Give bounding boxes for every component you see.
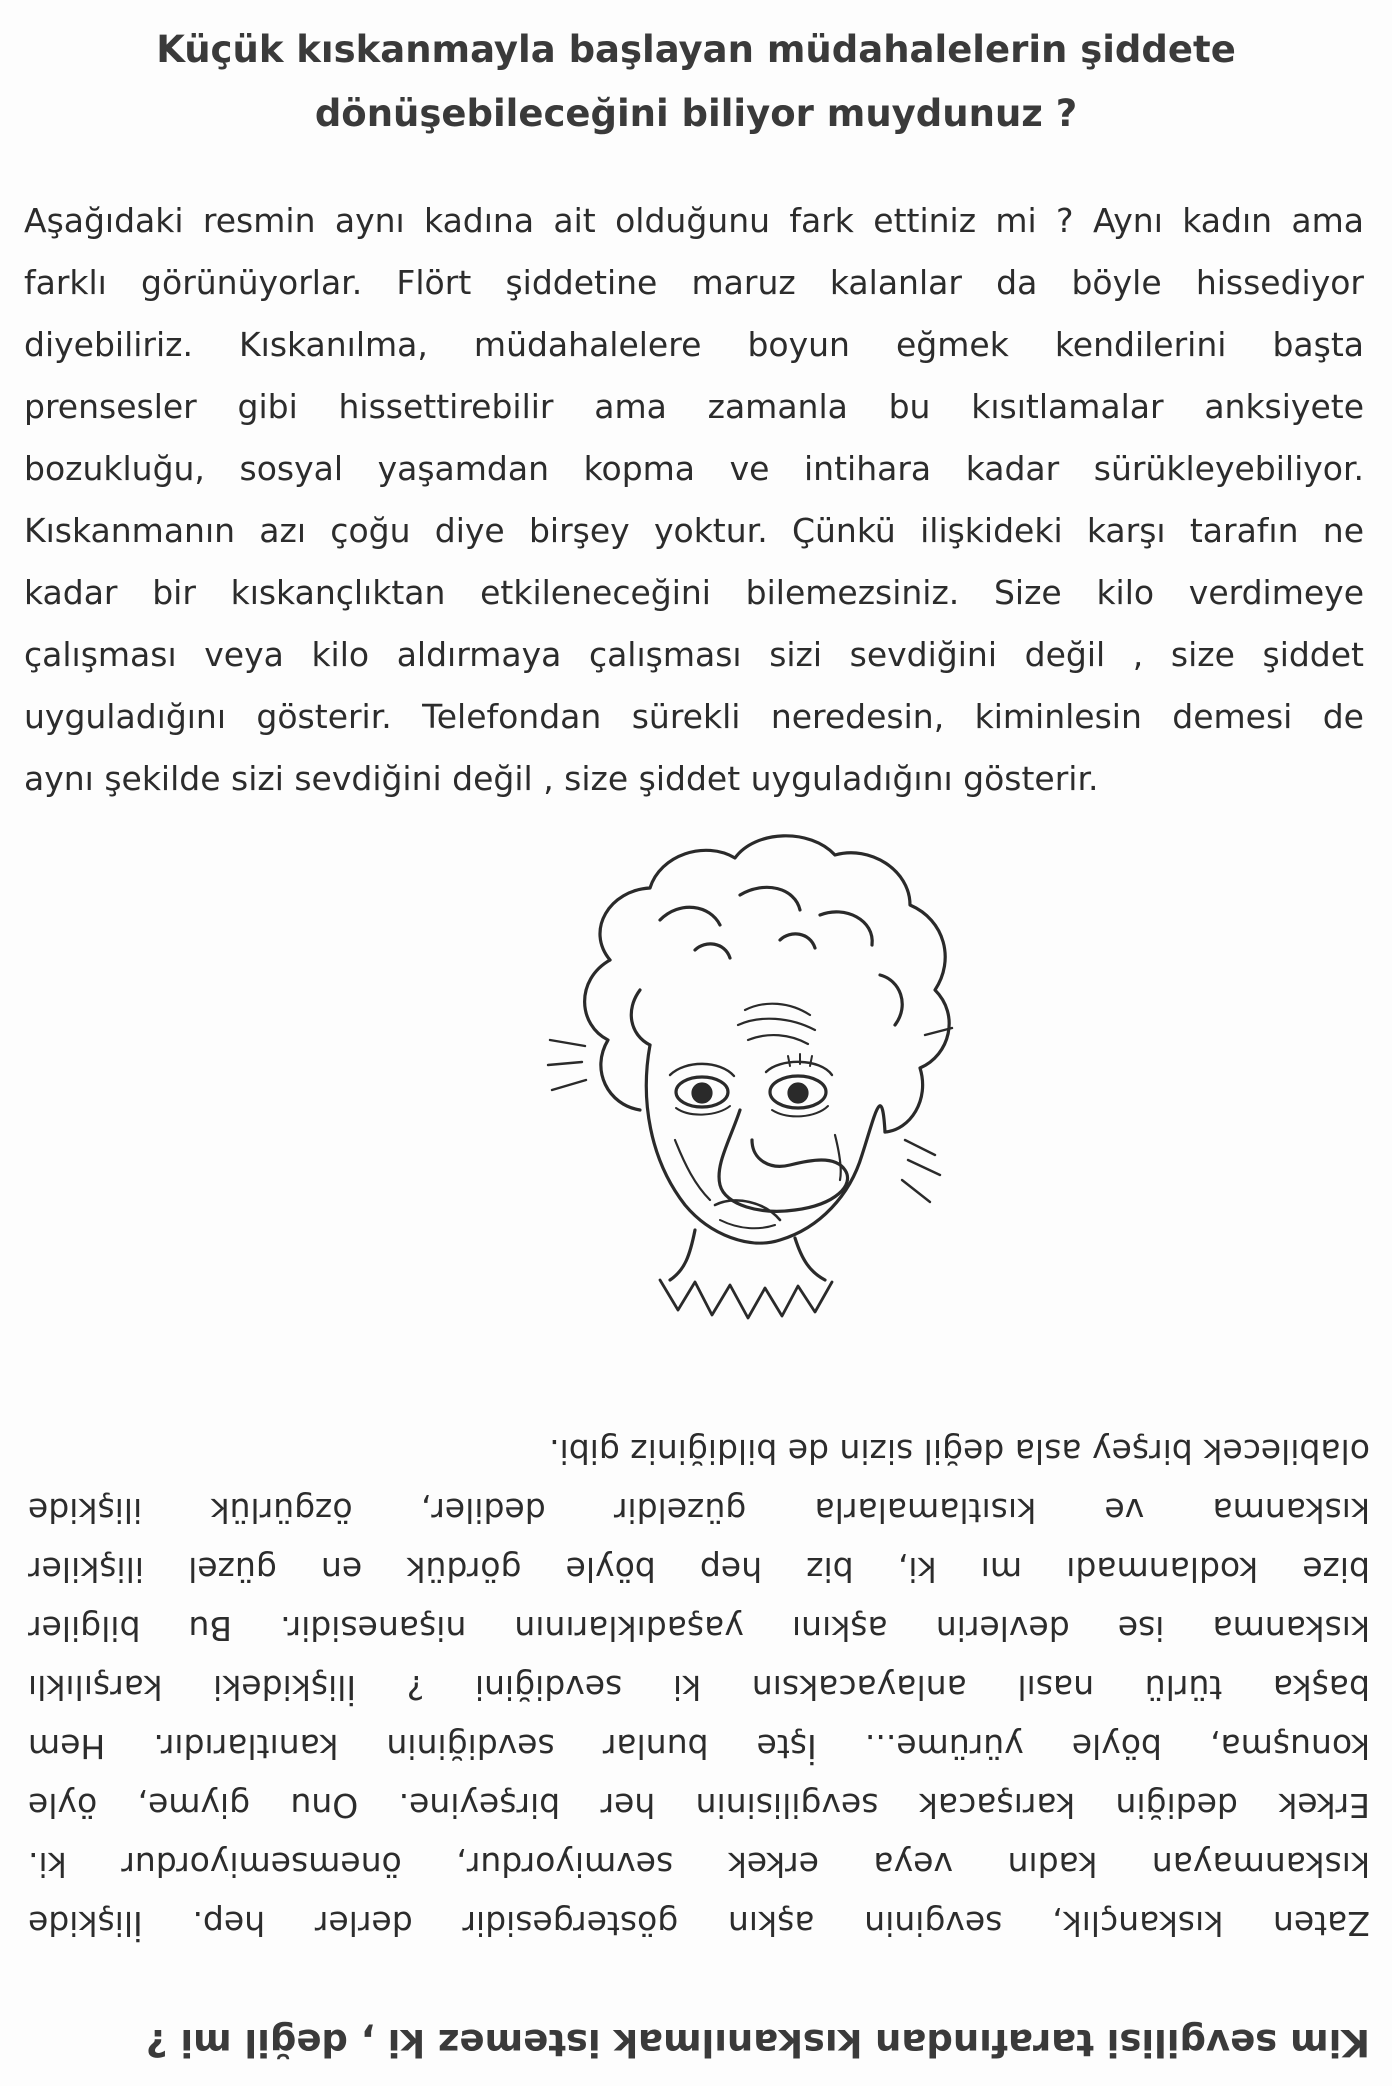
inverted-paragraph-line: Zaten kıskançlık, sevginin aşkın göstergesidir derler hep. İlişkide bbox=[28, 1904, 1370, 1943]
paragraph-line: Aşağıdaki resmin aynı kadına ait olduğunu fark ettiniz mi ? Aynı kadın ama bbox=[24, 201, 1364, 240]
paragraph-line: çalışması veya kilo aldırmaya çalışması sizi sevdiğini değil , size şiddet bbox=[24, 635, 1364, 674]
inverted-paragraph-line: olabilecek birşey asla değil sizin de bildiğiniz gibi. bbox=[549, 1432, 1370, 1471]
title-line-1: Küçük kıskanmayla başlayan müdahalelerin şiddete bbox=[156, 28, 1236, 71]
inverted-paragraph-line: kıskanma ve kısıtlamalarla güzeldir dediler, özgürlük ilişkide bbox=[28, 1491, 1370, 1530]
ambiguous-woman-face-drawing-icon bbox=[490, 810, 990, 1330]
hair-outline bbox=[600, 836, 949, 1132]
inverted-paragraph-line: kıskanma ise devlerin aşkını yaşadıklarının nişanesidir. Bu bilgiler bbox=[28, 1609, 1370, 1648]
inverted-paragraph bbox=[28, 1422, 1370, 1953]
inverted-paragraph-line: konuşma, böyle yürüme... İşte bunlar sevdiğinin kanıtlarıdır. Hem bbox=[28, 1727, 1370, 1766]
paragraph-line: kadar bir kıskançlıktan etkileneceğini bilemezsiniz. Size kilo verdimeye bbox=[24, 573, 1364, 612]
face-outline bbox=[646, 1045, 885, 1243]
title-line-2: dönüşebileceğini biliyor muydunuz ? bbox=[314, 92, 1078, 135]
inverted-heading: Kim sevgilisi tarafından kıskanılmak istemez ki , değil mi ? bbox=[146, 2021, 1370, 2064]
paragraph-line: prensesler gibi hissettirebilir ama zamanla bu kısıtlamalar anksiyete bbox=[24, 387, 1364, 426]
paragraph-line: bozukluğu, sosyal yaşamdan kopma ve intihara kadar sürükleyebiliyor. bbox=[24, 449, 1364, 488]
inverted-paragraph-line: Erkek dediğin karışacak sevgilisinin her birşeyine. Onu giyme, öyle bbox=[28, 1786, 1370, 1825]
inverted-paragraph-line: bize kodlanmadı mı ki, biz hep böyle gördük en güzel ilişkiler bbox=[28, 1550, 1370, 1589]
paragraph-line: diyebiliriz. Kıskanılma, müdahalelere boyun eğmek kendilerini başta bbox=[24, 325, 1364, 364]
nose-chin bbox=[719, 1110, 848, 1211]
inverted-paragraph-line: başka türlü nasıl anlayacaksın ki sevdiğini ? İlişkideki karşılıklı bbox=[28, 1668, 1370, 1707]
paragraph-line: farklı görünüyorlar. Flört şiddetine maruz kalanlar da böyle hissediyor bbox=[24, 263, 1364, 302]
page-title bbox=[0, 18, 1392, 146]
paragraph-line: uyguladığını gösterir. Telefondan sürekli neredesin, kiminlesin demesi de bbox=[24, 697, 1364, 736]
inverted-section bbox=[0, 1345, 1392, 2086]
paragraph-line: aynı şekilde sizi sevdiğini değil , size şiddet uyguladığını gösterir. bbox=[24, 759, 1099, 798]
inverted-paragraph-line: kıskanmayan kadın veya erkek sevmiyordur, önemsemiyordur ki. bbox=[28, 1845, 1370, 1884]
collar-ruffle bbox=[660, 1280, 832, 1318]
body-paragraph bbox=[24, 190, 1364, 810]
paragraph-line: Kıskanmanın azı çoğu diye birşey yoktur. Çünkü ilişkideki karşı tarafın ne bbox=[24, 511, 1364, 550]
